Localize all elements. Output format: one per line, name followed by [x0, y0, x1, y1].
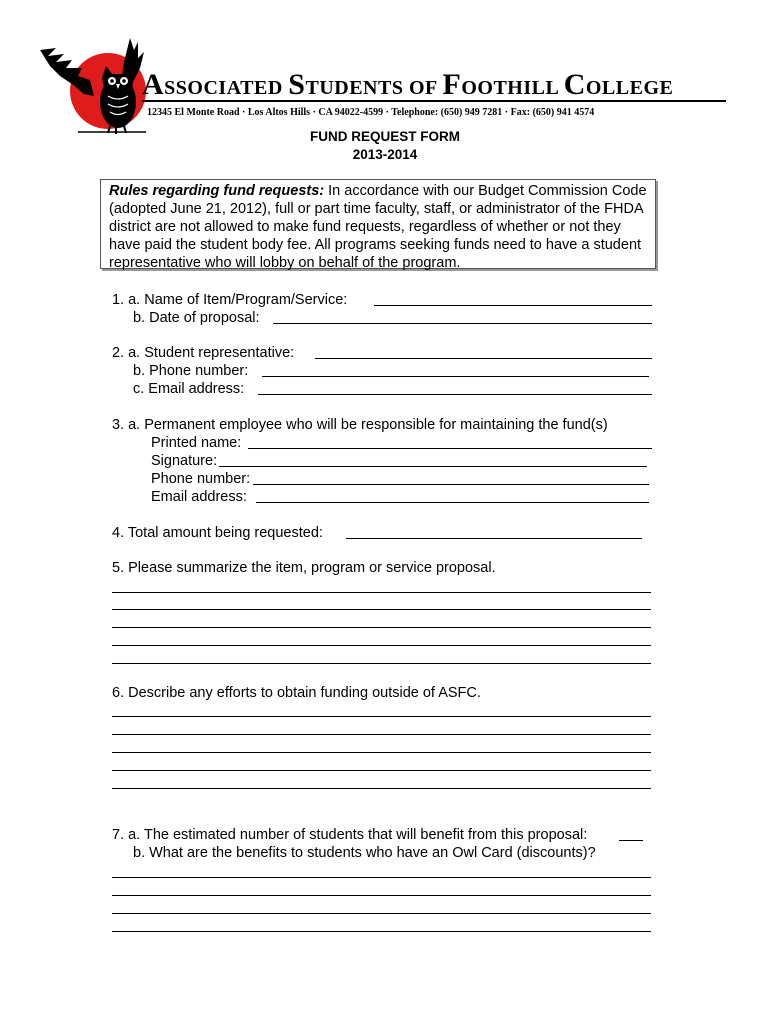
q6-answer-line-1[interactable] — [112, 716, 651, 717]
q6-answer-line-4[interactable] — [112, 770, 651, 771]
org-name-word-1: ASSOCIATED — [142, 68, 289, 101]
q7-answer-line-2[interactable] — [112, 895, 651, 896]
rules-box — [100, 179, 656, 269]
q7-answer-line-4[interactable] — [112, 931, 651, 932]
q1a-field[interactable] — [374, 305, 652, 306]
owl-logo-icon — [38, 36, 150, 136]
q3a-label: 3. a. Permanent employee who will be responsible for maintaining the fund(s) — [112, 417, 608, 433]
q3-printed-field[interactable] — [248, 448, 652, 449]
q3-email-label: Email address: — [151, 489, 247, 505]
q7a-field[interactable] — [619, 840, 643, 841]
q4-label: 4. Total amount being requested: — [112, 525, 323, 541]
q2a-label: 2. a. Student representative: — [112, 345, 295, 361]
q4-field[interactable] — [346, 538, 642, 539]
q1a-label: 1. a. Name of Item/Program/Service: — [112, 292, 348, 308]
org-name-word-4: COLLEGE — [563, 68, 674, 101]
q2b-label: b. Phone number: — [133, 363, 249, 379]
org-name — [142, 68, 673, 102]
q5-answer-line-2[interactable] — [112, 609, 651, 610]
q3-email-field[interactable] — [256, 502, 649, 503]
q3-signature-field[interactable] — [219, 466, 647, 467]
org-name-word-3: FOOTHILL — [442, 68, 564, 101]
q3-phone-label: Phone number: — [151, 471, 251, 487]
org-address: 12345 El Monte Road · Los Altos Hills · CA 94022-4599 · Telephone: (650) 949 7281 · Fax: (650) 941 4574 — [147, 107, 595, 118]
q3-signature-label: Signature: — [151, 453, 218, 469]
q2a-field[interactable] — [315, 358, 652, 359]
form-year: 2013-2014 — [352, 147, 418, 162]
q5-answer-line-3[interactable] — [112, 627, 651, 628]
q7-answer-line-1[interactable] — [112, 877, 651, 878]
q2c-label: c. Email address: — [133, 381, 245, 397]
form-title: FUND REQUEST FORM — [310, 129, 460, 144]
q5-answer-line-4[interactable] — [112, 645, 651, 646]
header-rule — [142, 100, 726, 102]
q6-answer-line-2[interactable] — [112, 734, 651, 735]
q1b-label: b. Date of proposal: — [133, 310, 260, 326]
q7a-label: 7. a. The estimated number of students that will benefit from this proposal: — [112, 827, 588, 843]
q7-answer-line-3[interactable] — [112, 913, 651, 914]
q3-phone-field[interactable] — [253, 484, 649, 485]
q7b-label: b. What are the benefits to students who have an Owl Card (discounts)? — [133, 845, 596, 861]
q3-printed-label: Printed name: — [151, 435, 242, 451]
org-name-word-2: STUDENTS OF — [288, 68, 443, 101]
q5-label: 5. Please summarize the item, program or service proposal. — [112, 560, 496, 576]
q1b-field[interactable] — [273, 323, 652, 324]
q2b-field[interactable] — [262, 376, 649, 377]
q2c-field[interactable] — [258, 394, 652, 395]
q6-label: 6. Describe any efforts to obtain funding outside of ASFC. — [112, 685, 481, 701]
rules-lead: Rules regarding fund requests: — [109, 183, 325, 199]
q6-answer-line-5[interactable] — [112, 788, 651, 789]
q5-answer-line-1[interactable] — [112, 592, 651, 593]
q6-answer-line-3[interactable] — [112, 752, 651, 753]
q5-answer-line-5[interactable] — [112, 663, 651, 664]
rules-text: In accordance with our Budget Commission Code (adopted June 21, 2012), full or part time faculty, staff, or administrator of the FHDA district are not allowed to make fund requests, regardless of whether or not they have paid the student body fee. All programs seeking funds need to have a student representative who will lobby on behalf of the program. — [109, 183, 647, 271]
